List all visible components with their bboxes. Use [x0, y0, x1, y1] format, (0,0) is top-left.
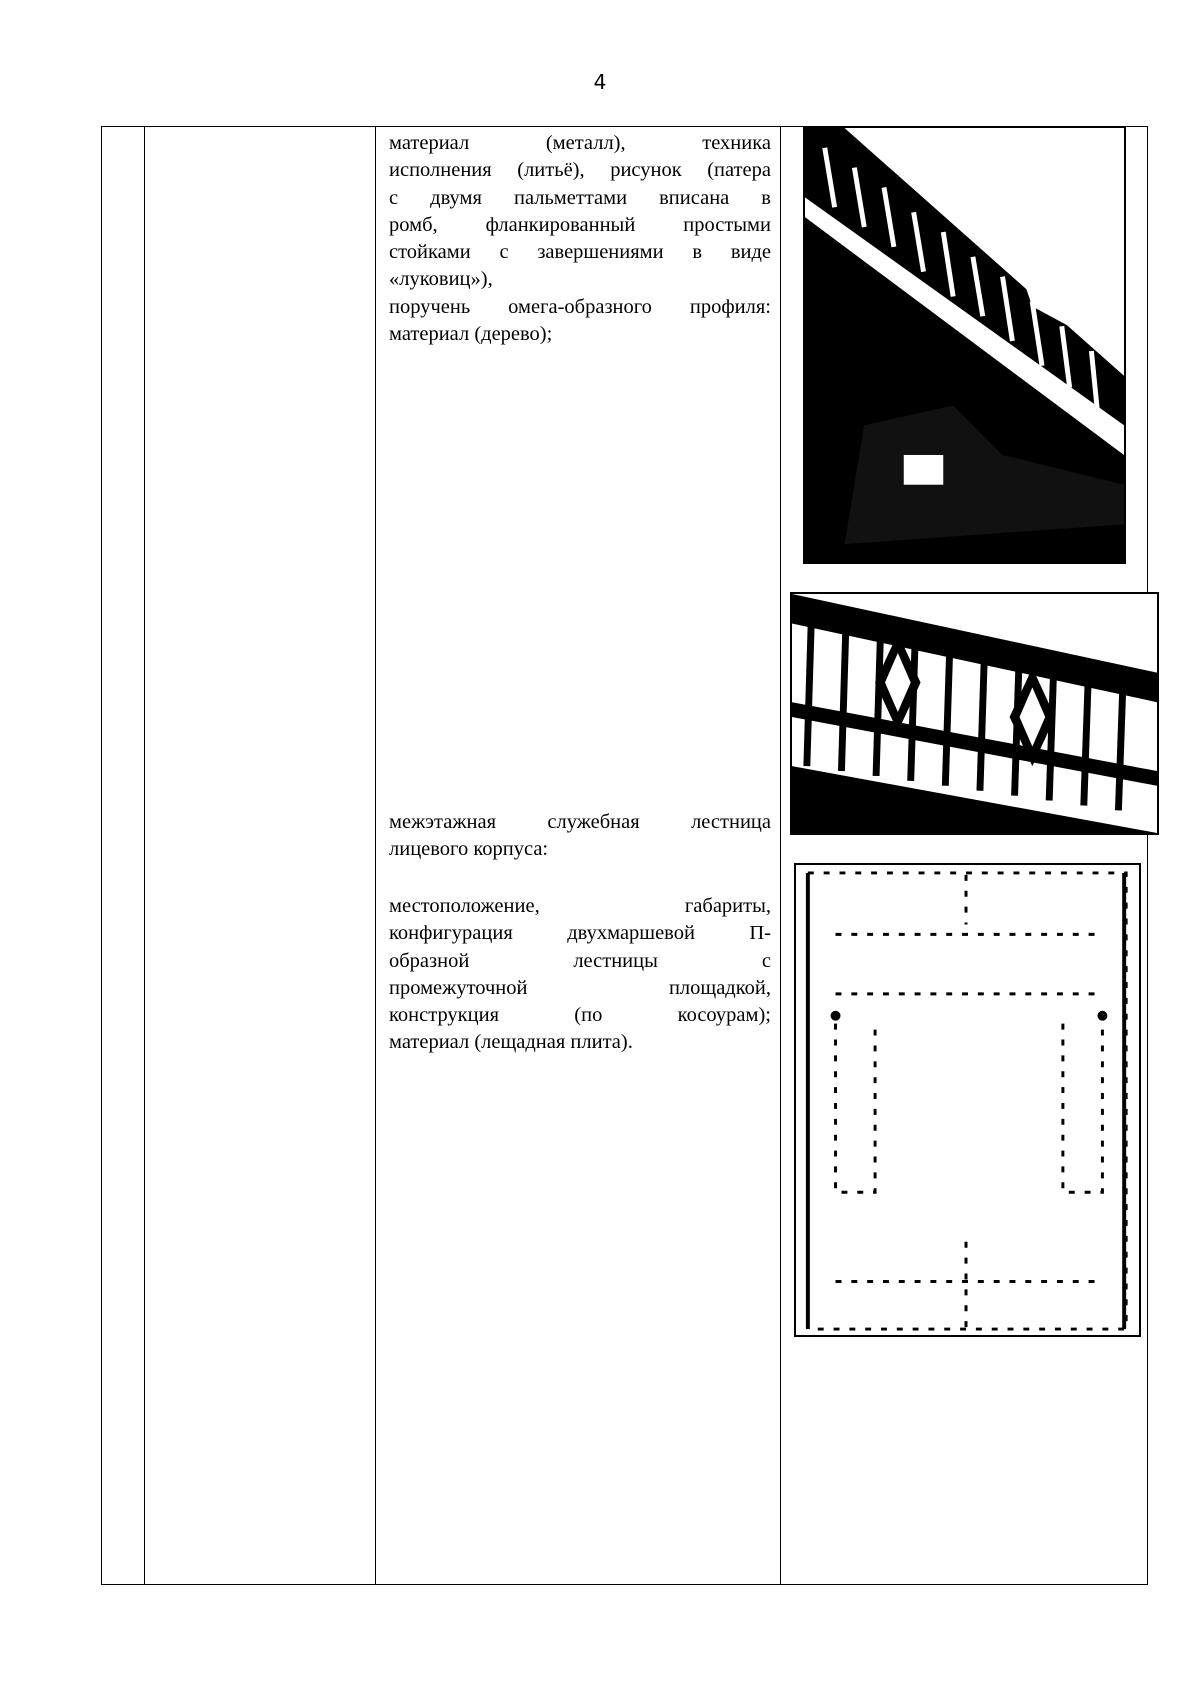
text-line: ромб, фланкированный простыми	[389, 213, 771, 236]
text-line: стойками с завершениями в виде	[389, 241, 771, 264]
column-divider	[780, 127, 781, 1584]
text-line: исполнения (литьё), рисунок (патера	[389, 159, 771, 182]
text-line: «луковиц»),	[389, 268, 493, 291]
text-line: конструкция (по косоурам);	[389, 1004, 771, 1027]
page-number: 4	[593, 70, 607, 94]
text-line: материал (лещадная плита).	[389, 1031, 633, 1054]
text-line: местоположение, габариты,	[389, 895, 771, 917]
text-line: материал (металл), техника	[389, 132, 771, 154]
column-divider	[144, 127, 145, 1584]
staircase-heading	[389, 809, 771, 864]
railing-description	[389, 130, 771, 348]
text-line: образной лестницы с	[389, 949, 771, 972]
text-line: промежуточной площадкой,	[389, 976, 771, 999]
text-line: лицевого корпуса:	[389, 838, 549, 861]
text-line: конфигурация двухмаршевой П-	[389, 922, 771, 945]
floor-plan-drawing	[794, 863, 1141, 1337]
railing-photo	[803, 126, 1126, 564]
text-line: поручень омега-образного профиля:	[389, 295, 771, 318]
staircase-description	[389, 893, 771, 1057]
text-line: с двумя пальметтами вписана в	[389, 186, 771, 209]
baluster-photo	[790, 592, 1159, 835]
text-line: материал (дерево);	[389, 323, 553, 346]
text-line: межэтажная служебная лестница	[389, 811, 771, 833]
column-divider	[375, 127, 376, 1584]
